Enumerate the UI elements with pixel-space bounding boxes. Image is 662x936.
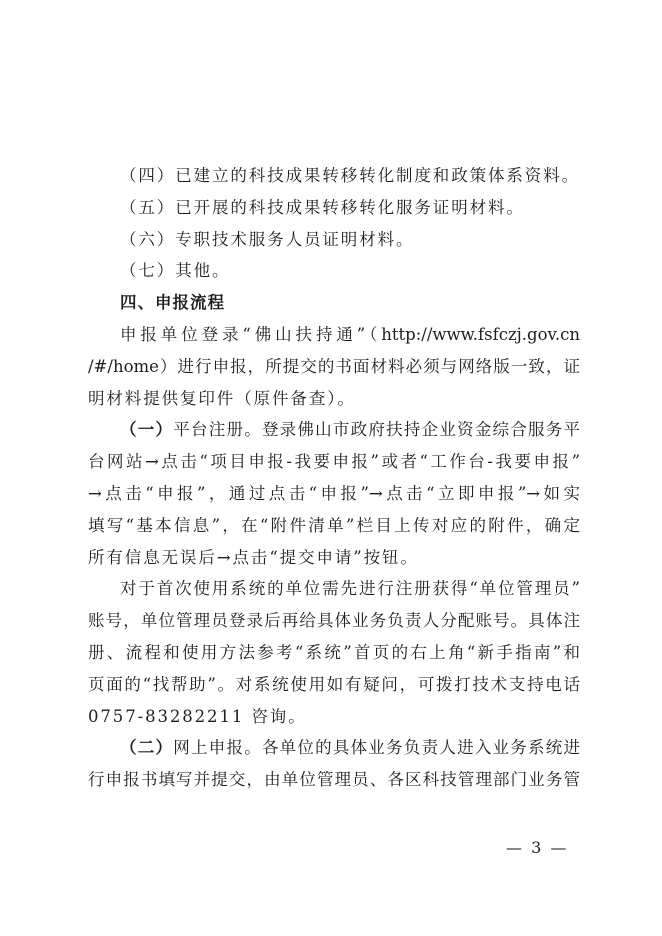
intro-paragraph [88,319,580,414]
paragraph-line: 对于首次使用系统的单位需先进行注册获得“单位管理员” [120,579,580,599]
paragraph-line: 册、流程和使用方法参考“系统”首页的右上角“新手指南”和 [88,642,580,662]
paragraph-line: 明材料提供复印件（原件备查）。 [88,388,356,408]
paragraph-line: →点击“申报”，通过点击“申报”→点击“立即申报”→如实 [88,483,580,503]
step-one-title: 平台注册。 [173,420,262,440]
paragraph-line: 所有信息无误后→点击“提交申请”按钮。 [88,547,419,567]
paragraph-line: 台网站→点击“项目申报-我要申报”或者“工作台-我要申报” [88,452,580,472]
step-two-label: （二） [120,738,174,758]
list-item-seven: （七）其他。 [120,261,231,281]
paragraph-line: 填写“基本信息”，在“附件清单”栏目上传对应的附件，确定 [88,515,580,535]
paragraph-line [88,414,580,446]
paragraph-line: 账号，单位管理员登录后再给具体业务负责人分配账号。具体注 [88,611,580,631]
list-item-four: （四）已建立的科技成果转移转化制度和政策体系资料。 [120,166,580,185]
step-one-paragraph [88,414,580,573]
step-one-label: （一） [120,420,174,440]
list-item-five: （五）已开展的科技成果转移转化服务证明材料。 [120,197,525,217]
paragraph-line: 页面的“找帮助”。对系统使用如有疑问，可拨打技术支持电话 [88,674,580,694]
step-one-text: 登录佛山市政府扶持企业资金综合服务平 [261,420,581,440]
paragraph-line: /#/home）进行申报，所提交的书面材料必须与网络版一致，证 [88,356,580,376]
step-two-title: 网上申报。 [173,738,262,758]
list-item-six: （六）专职技术服务人员证明材料。 [120,229,415,249]
paragraph-line: 申报单位登录“佛山扶持通”（http://www.fsfczj.gov.cn [120,324,580,344]
step-two-paragraph [88,732,580,796]
page-number: — 3 — [506,838,569,857]
paragraph-line [88,732,580,764]
paragraph-line: 0757-83282211 咨询。 [88,706,307,726]
document-body [88,160,580,796]
paragraph-line: 行申报书填写并提交，由单位管理员、各区科技管理部门业务管 [88,770,580,790]
registration-note-paragraph [88,573,580,732]
section-heading: 四、申报流程 [120,293,225,313]
step-two-text: 各单位的具体业务负责人进入业务系统进 [261,738,581,758]
